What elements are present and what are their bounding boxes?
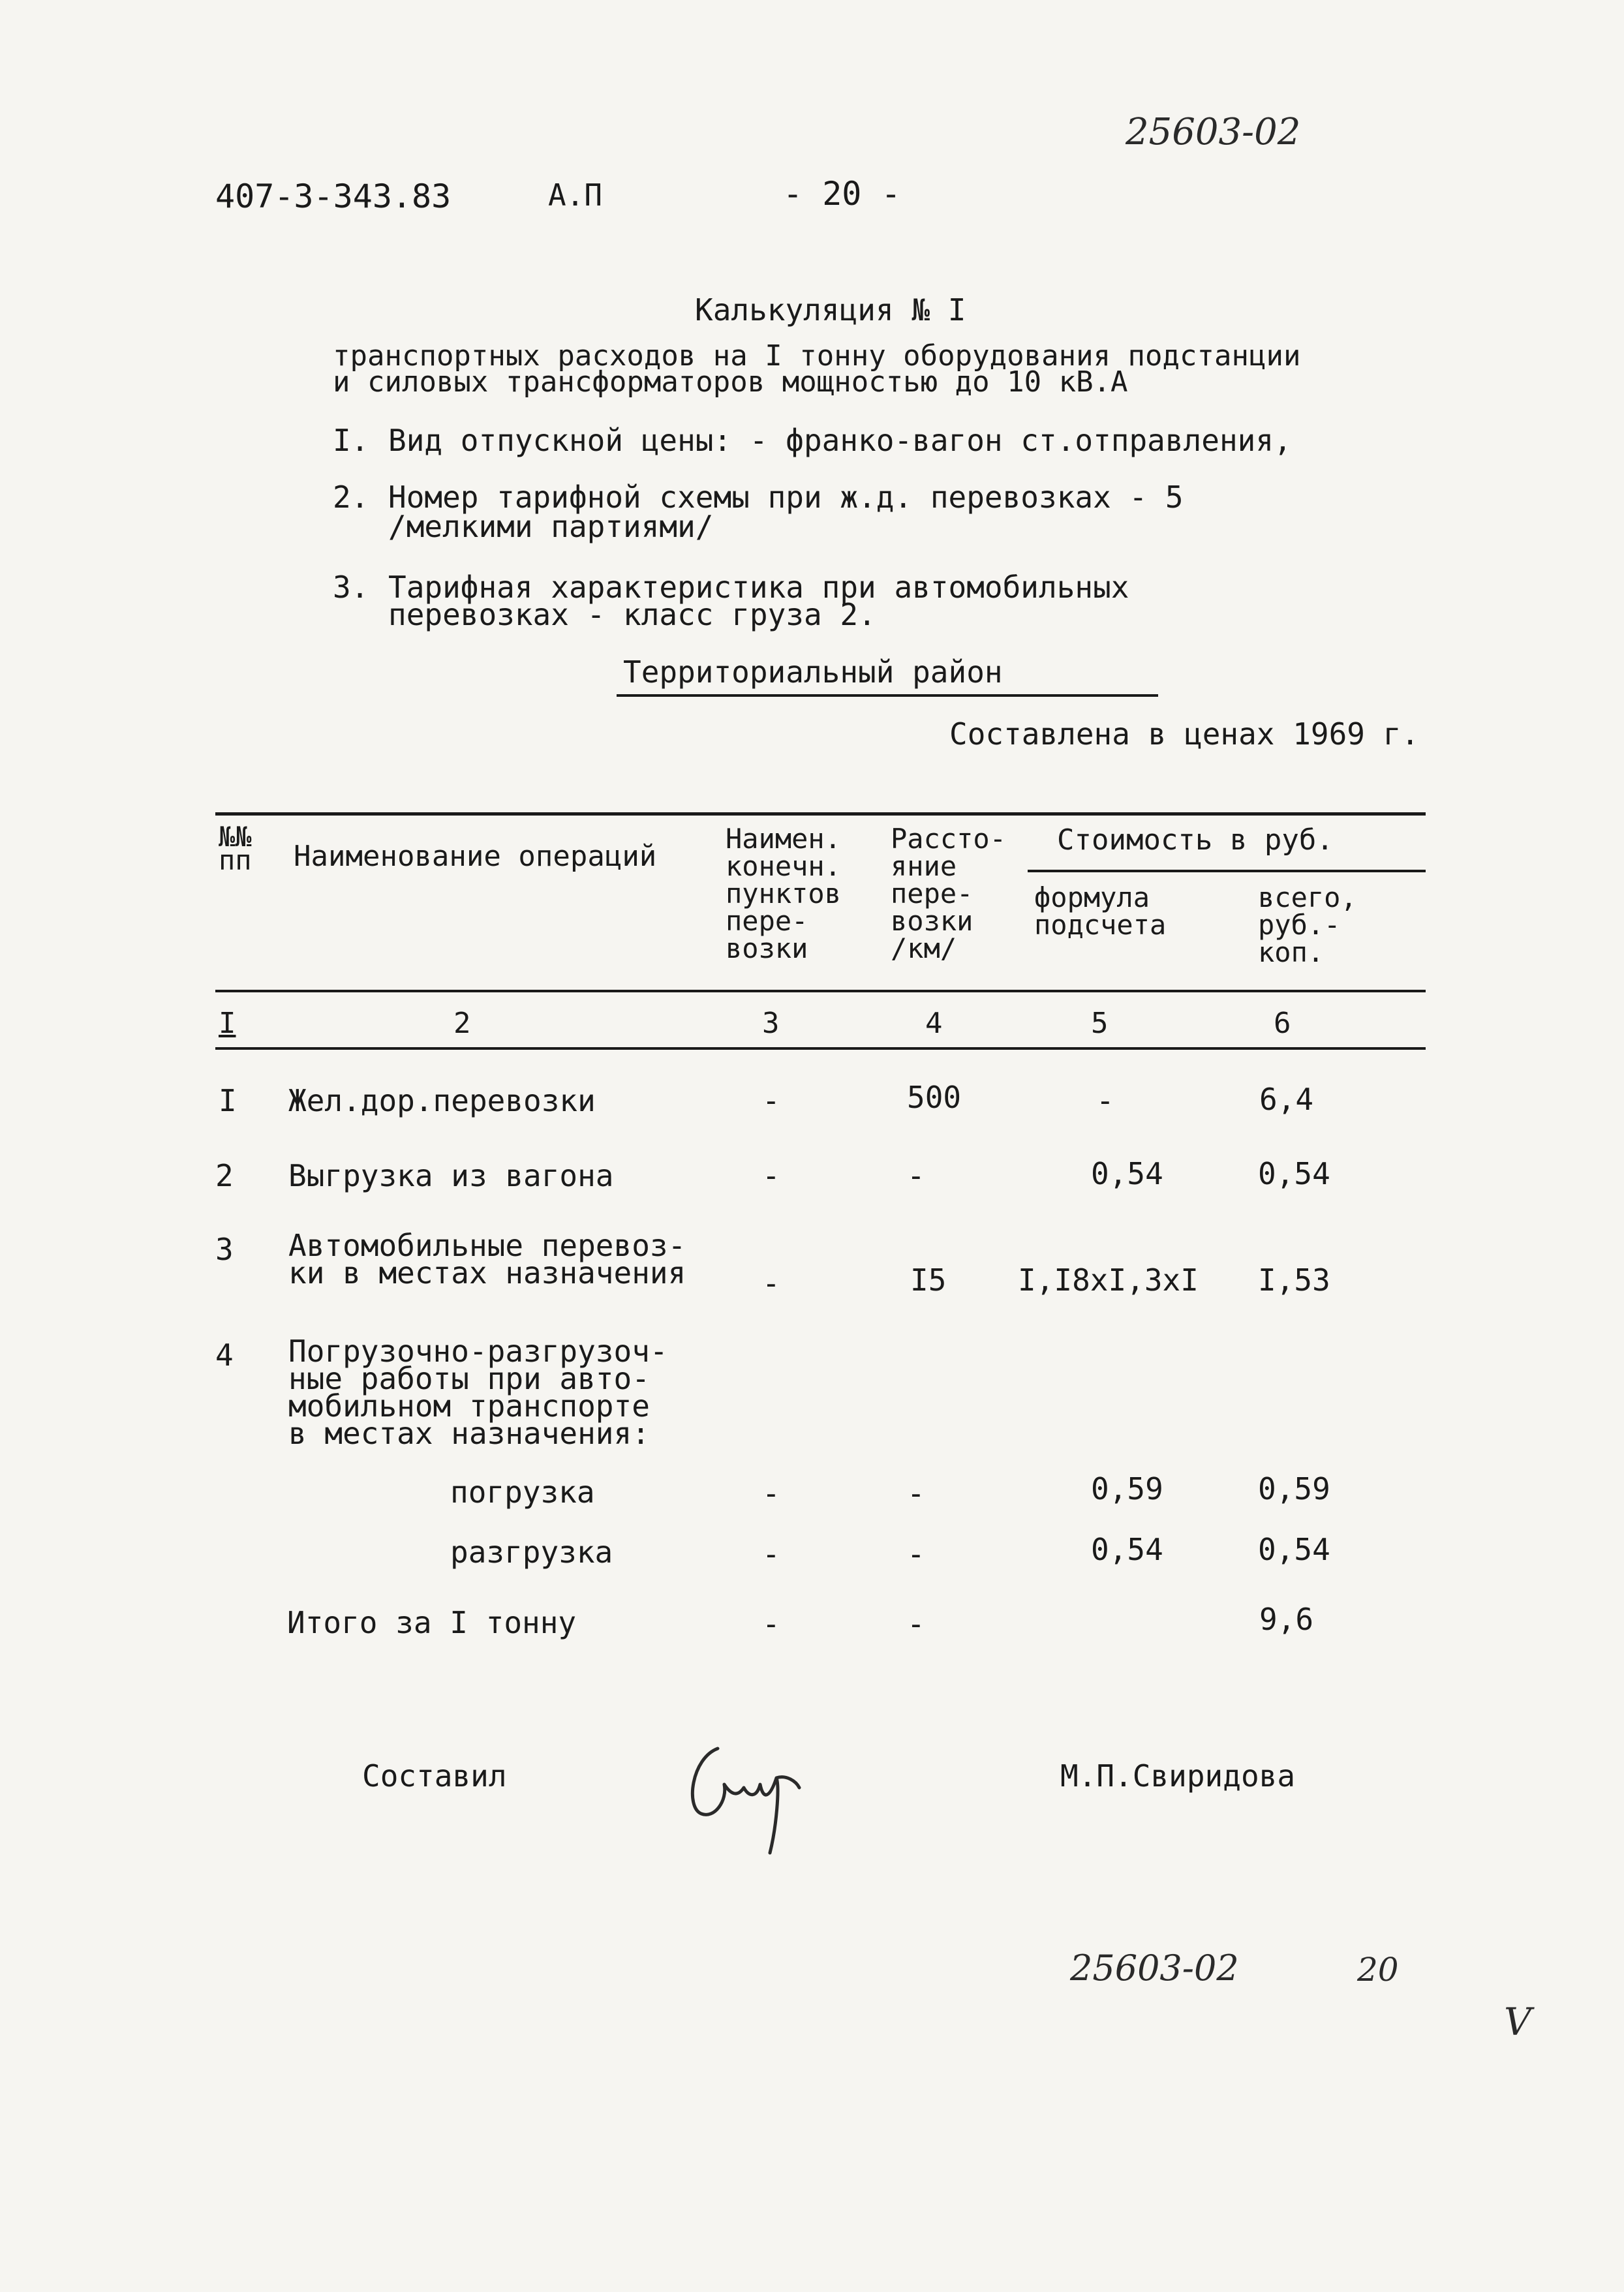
col-number-1: I [219, 1007, 236, 1040]
row-3-num: 3 [215, 1232, 234, 1267]
row-loading-distance: - [907, 1476, 925, 1511]
prices-note: Составлена в ценах 1969 г. [949, 716, 1420, 752]
row-loading-formula: 0,59 [1091, 1471, 1163, 1506]
col-number-5: 5 [1091, 1007, 1109, 1040]
row-3-formula: I,I8xI,3xI [1018, 1262, 1199, 1298]
album-label: А.П [548, 177, 603, 213]
row-unloading-total: 0,54 [1258, 1532, 1330, 1567]
col-number-2: 2 [453, 1007, 471, 1040]
page-number: - 20 - [783, 175, 901, 213]
header-points: Наимен. конечн. пунктов пере- возки [726, 823, 842, 964]
col-number-4: 4 [925, 1007, 943, 1040]
row-total-total: 9,6 [1259, 1602, 1314, 1637]
subtitle-line-1: транспортных расходов на I тонну оборудования подстанции [333, 339, 1301, 373]
header-cost: Стоимость в руб. [1057, 823, 1334, 857]
handwritten-signature [672, 1722, 822, 1872]
handwritten-page-number: 20 [1357, 1951, 1399, 1989]
region-underline [617, 694, 1158, 697]
item-text-3: Тарифная характеристика при автомобильных [388, 570, 1129, 605]
calculation-title: Калькуляция № I [695, 292, 966, 328]
row-total-name: Итого за I тонну [287, 1605, 577, 1640]
row-2-name: Выгрузка из вагона [288, 1158, 614, 1193]
row-1-points: - [762, 1083, 780, 1118]
subtitle-line-2: и силовых трансформаторов мощностью до 10 кВ.А [333, 365, 1128, 399]
row-4-num: 4 [215, 1337, 234, 1373]
document-code: 407-3-343.83 [215, 177, 452, 215]
row-3-distance: I5 [910, 1262, 947, 1298]
archive-number-bottom: 25603-02 [1070, 1948, 1239, 1989]
item-number-1: I. [333, 423, 369, 458]
item-number-2: 2. [333, 480, 369, 515]
item-text-2-cont: /мелкими партиями/ [388, 509, 714, 544]
row-2-distance: - [907, 1158, 925, 1193]
row-1-formula: - [1096, 1083, 1114, 1118]
row-total-distance: - [907, 1606, 925, 1642]
row-2-num: 2 [215, 1158, 234, 1193]
header-distance: Рассто- яние пере- возки /км/ [891, 823, 1007, 964]
row-2-points: - [762, 1158, 780, 1193]
row-2-total: 0,54 [1258, 1156, 1330, 1191]
region-label: Территориальный район [623, 654, 1003, 690]
header-formula: формула подсчета [1034, 881, 1167, 941]
row-3-points: - [762, 1266, 780, 1301]
col-number-3: 3 [762, 1007, 780, 1040]
header-num: №№ пп [219, 821, 252, 876]
row-unloading-formula: 0,54 [1091, 1532, 1163, 1567]
row-3-total: I,53 [1258, 1262, 1330, 1298]
header-bottom-rule [215, 990, 1426, 992]
col-number-6: 6 [1274, 1007, 1291, 1040]
row-1-name: Жел.дор.перевозки [288, 1083, 596, 1118]
row-loading-total: 0,59 [1258, 1471, 1330, 1506]
row-loading-points: - [762, 1476, 780, 1511]
table-top-rule [215, 812, 1426, 816]
row-1-total: 6,4 [1259, 1082, 1314, 1117]
row-2-formula: 0,54 [1091, 1156, 1163, 1191]
row-total-points: - [762, 1606, 780, 1642]
item-text-3-cont: перевозках - класс груза 2. [388, 597, 876, 632]
row-3-name: Автомобильные перевоз- ки в местах назначения [288, 1228, 686, 1291]
archive-number-top: 25603-02 [1126, 111, 1301, 153]
header-total: всего, руб.- коп. [1258, 881, 1357, 968]
cost-subheader-rule [1028, 870, 1426, 872]
row-unloading-points: - [762, 1536, 780, 1572]
corner-check-mark: V [1504, 2000, 1531, 2044]
item-number-3: 3. [333, 570, 369, 605]
item-text-1: Вид отпускной цены: - франко-вагон ст.отправления, [388, 423, 1292, 458]
row-unloading-distance: - [907, 1536, 925, 1572]
row-4-name: Погрузочно-разгрузоч- ные работы при авто- мобильном транспорте в местах назначения: [288, 1334, 668, 1451]
row-1-num: I [219, 1083, 237, 1118]
compiled-by-label: Составил [362, 1758, 507, 1794]
row-loading-name: погрузка [450, 1475, 595, 1510]
row-unloading-name: разгрузка [450, 1535, 613, 1570]
header-name: Наименование операций [294, 840, 657, 873]
item-text-2: Номер тарифной схемы при ж.д. перевозках - 5 [388, 480, 1184, 515]
compiler-name: М.П.Свиридова [1060, 1758, 1296, 1794]
row-1-distance: 500 [907, 1080, 962, 1115]
col-numbers-rule [215, 1047, 1426, 1050]
